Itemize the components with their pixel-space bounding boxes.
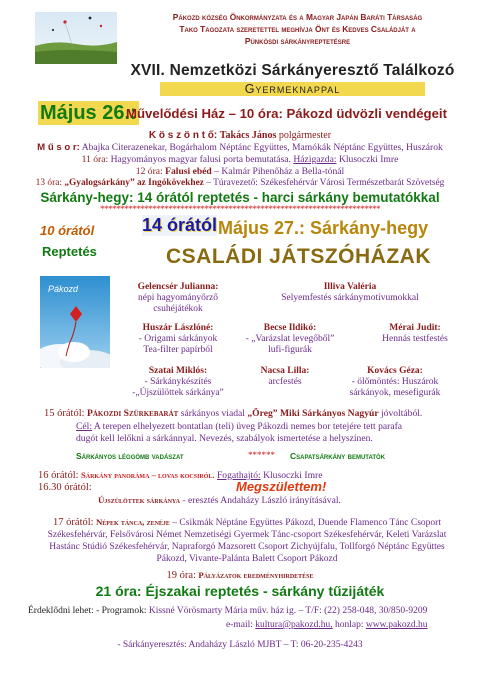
workshop-line: arcfestés [268, 377, 302, 387]
stars-divider: ****** [248, 450, 275, 460]
event-16-host: Klusoczki Imre [263, 470, 323, 481]
workshop-line: csuhéjátékok [153, 304, 203, 314]
hour-13-time: 13 óra: [35, 178, 62, 188]
workshop-line: Hennás testfestés [382, 334, 448, 344]
hour-13-line [8, 178, 472, 188]
greeting-name: Takács János [219, 130, 277, 141]
email-link[interactable]: kultura@pakozd.hu, [255, 620, 333, 630]
hour-13-bold: „Gyalogsárkány” az Ingókövekhez [64, 178, 204, 188]
program-label: M ű s o r: [37, 142, 80, 153]
footer-kite-contact: - Sárkányeresztés: Andaházy László MJBT – T: 06-20-235-4243 [117, 640, 363, 650]
footer-info [28, 606, 473, 616]
greeting-role: polgármester [278, 130, 332, 141]
org-line-1: Pákozd község Önkormányzata és a Magyar Japán Baráti Társaság [172, 12, 423, 22]
workshop-merai [360, 323, 470, 345]
workshop-name: Gelencsér Julianna: [137, 282, 219, 292]
hour-13-text: – Túravezető: Székesfehérvár Városi Természetbarát Szövetség [206, 178, 445, 188]
left-time: 10 órától [40, 223, 95, 238]
event-19 [20, 570, 460, 581]
org-line-3: Pünkösdi sárkányreptetésre [244, 36, 351, 46]
event-19-time: 19 óra: [166, 570, 196, 581]
kite-field-photo-icon [35, 12, 117, 64]
event-16-text: Sárkány panoráma – lovas kocsiról. [80, 470, 215, 480]
web-link[interactable]: www.pakozd.hu [365, 620, 428, 630]
workshop-line: népi hagyományőrző [138, 293, 218, 303]
program-line [10, 142, 470, 153]
event-17 [34, 516, 460, 565]
workshop-name: Kovács Géza: [367, 366, 423, 376]
book-cover [40, 276, 110, 368]
footer-contact [226, 620, 476, 630]
workshop-gelencser [118, 282, 238, 315]
hour-12-text: – Kalmár Pihenőház a Bella-tónál [214, 166, 345, 177]
workshop-line: - Origami sárkányok [138, 334, 218, 344]
event-subtitle: Gyermeknappal [160, 82, 425, 96]
event-17-text: – Csikmák Néptáne Együttes Pákozd, Duende Flamenco Tánc Csoport Székesfehérvár, Felsővárosi Német Nemzetiségi Gyermek Tánc-csoport Székesfehérvár, Keleti Varázslat Hastánc Stúdió Székesfehérvár, Napraforgó Mazsorett Csoport Zichyújfalu, Tollforgó Néptánc Együttes Pákozd, Vivante-Palánta Balett Csoport Pákozd [47, 518, 447, 564]
goal-text: A terepen elhelyezett bontatlan (teli) üveg Pákozdi nemes bor tetejére tett parafa dugót kell lelőkni a sárkánnyal. Nevezés, szabályok ismertetése a helyszínen. [76, 421, 403, 444]
balloon-hunt: Sárkányos léggömb vadászat [76, 451, 184, 461]
workshop-huszar [118, 323, 238, 356]
workshop-kovacs [330, 366, 460, 399]
workshop-line: sárkányok, mesefigurák [349, 388, 441, 398]
workshop-name: Nacsa Lilla: [260, 366, 310, 376]
event-title: XVII. Nemzetközi Sárkányeresztő Találkozó [130, 62, 455, 79]
event-15-text3: „Öreg” Miki Sárkányos Nagyúr [247, 408, 379, 419]
workshop-line: - ölőmöntés: Huszárok [351, 377, 439, 387]
newborn-rest: - eresztés Andaházy László irányításával. [182, 495, 341, 506]
family-playhouse-title: CSALÁDI JÁTSZÓHÁZAK [166, 245, 431, 268]
hour-11-line [10, 154, 470, 165]
workshop-nacsa [240, 366, 330, 388]
goal-block [76, 421, 416, 444]
hour-12-time: 12 óra: [135, 166, 163, 177]
event-15 [44, 408, 474, 419]
event-21: 21 óra: Éjszakai reptetés - sárkány tűzijáték [95, 583, 385, 599]
workshop-line: Selyemfestés sárkánymotívumokkal [281, 293, 419, 303]
workshop-szatai [118, 366, 238, 399]
workshop-line: lufi-figurák [268, 345, 312, 355]
greeting-label: K ö s z ö n t ő: [148, 130, 218, 141]
workshop-line: - Sárkánykészítés [144, 377, 212, 387]
event-15-text1: Pákozdi Szürkebarát [86, 408, 179, 419]
event-16-time: 16 órától: [38, 470, 79, 481]
workshop-name: Mérai Judit: [389, 323, 441, 333]
greeting-line [20, 130, 460, 141]
newborn-label: Újszülöttek sárkánya [98, 495, 181, 505]
info-name: Kissné Vörösmarty Mária műv. ház ig. [148, 606, 297, 616]
workshop-name: Illiva Valéria [323, 282, 377, 292]
workshop-illiva [250, 282, 450, 304]
left-label: Reptetés [42, 244, 97, 259]
separator-stars: ********************************************************************** [100, 204, 380, 214]
day2-date: Május 27.: Sárkány-hegy [218, 218, 429, 238]
header-photo [35, 12, 117, 64]
program-text: Abajka Citerazenekar, Bogárhalom Néptánc Együttes, Mamókák Néptánc Együttes, Huszárok [81, 142, 443, 153]
hour-12-line [10, 166, 470, 177]
day1-date: Május 26.: [40, 102, 137, 124]
event-16-host-label: Fogathajtó: [216, 470, 261, 481]
event-15-time: 15 órától: [44, 408, 85, 419]
hour-11-host: Klusoczki Imre [338, 154, 399, 165]
info-label: Érdeklődni lehet: - Programok: [28, 606, 147, 616]
web-label: honlap: [335, 620, 364, 630]
workshop-name: Szatai Miklós: [148, 366, 208, 376]
goal-label: Cél: [76, 421, 92, 432]
born-label: Megszülettem! [236, 479, 327, 494]
workshop-line: Tea-filter papírból [143, 345, 213, 355]
hour-12-bold: Falusi ebéd [165, 166, 212, 177]
team-kite-showcase: Csapatsárkány bemutatók [290, 451, 386, 461]
event-19-text: Pályázatok eredményhirdetése [198, 570, 314, 580]
email-label: e-mail: [226, 620, 253, 630]
workshop-name: Becse Ildikó: [263, 323, 317, 333]
event-17-time: 17 órától: [53, 517, 94, 528]
event-1630-time: 16.30 órától: [38, 482, 92, 493]
book-title: Pákozd [48, 284, 79, 294]
hour-11-time: 11 óra: [81, 154, 109, 165]
event-15-text2: sárkányos viadal [180, 408, 245, 419]
time-14: 14 órától [142, 215, 218, 235]
workshop-line: -„Újszülöttek sárkánya” [132, 388, 224, 398]
org-line-2: Tako Tagozata szeretettel meghívja Önt és Kedves Családját a [179, 24, 416, 34]
hour-11-host-label: Házigazda: [293, 154, 337, 165]
day1-welcome: Művelődési Ház – 10 óra: Pákozd üdvözli vendégeit [126, 106, 447, 121]
newborn-line [98, 495, 468, 506]
event-17-label: Népek tánca, zenéje [95, 517, 170, 527]
workshop-line: - „Varázslat levegőből” [245, 334, 335, 344]
info-phone: – T/F: (22) 258-048, 30/850-9209 [298, 606, 428, 616]
kite-hill-line: Sárkány-hegy: 14 órától reptetés - harci sárkány bemutatókkal [40, 190, 440, 205]
workshop-name: Huszár Lászlóné: [142, 323, 214, 333]
hour-11-text: Hagyományos magyar falusi porta bemutatása. [110, 154, 291, 165]
workshop-becse [230, 323, 350, 356]
event-15-text4: jóvoltából. [381, 408, 423, 419]
